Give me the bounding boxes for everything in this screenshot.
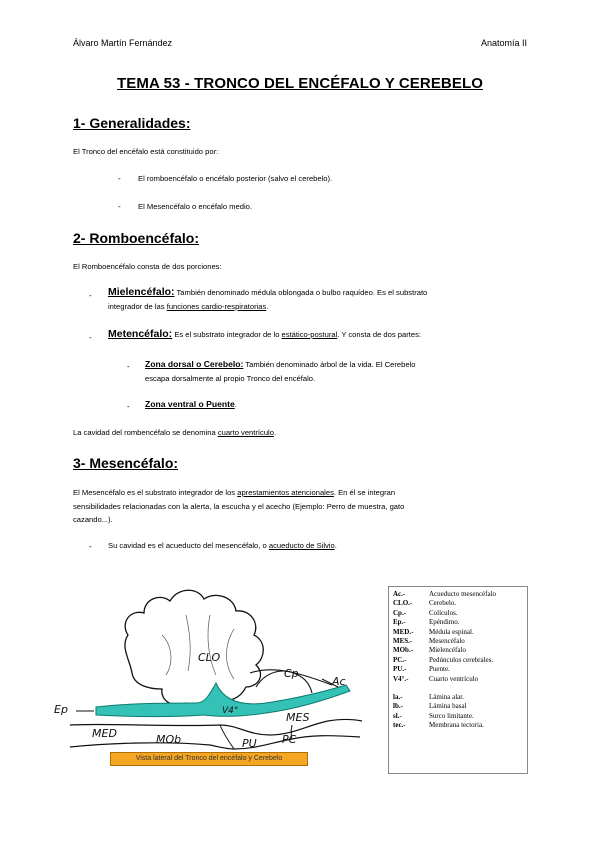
legend-abbrev: MES.- — [393, 637, 413, 646]
section-3-line-2: sensibilidades relacionadas con la alerta, la escucha y el acecho (Ejemplo: Perro de muestra, gato — [73, 502, 405, 511]
legend-row — [393, 646, 527, 655]
mielencefalo-text-1: También denominado médula oblongada o bulbo raquídeo. Es el substrato — [176, 288, 428, 297]
cavity-end: . — [273, 428, 277, 437]
bullet-dash: - — [118, 202, 121, 211]
section-1-intro: El Tronco del encéfalo está constituido por: — [73, 147, 219, 156]
section-1-bullet-2: El Mesencéfalo o encéfalo medio. — [138, 202, 252, 211]
cuarto-ventriculo-link: cuarto ventrículo — [217, 428, 274, 437]
header-course: Anatomía II — [480, 38, 527, 48]
legend-abbrev: PC.- — [393, 655, 407, 664]
mielencefalo-term: Mielencéfalo: — [108, 286, 175, 298]
legend-desc: Cuarto ventrículo — [429, 674, 479, 683]
legend-row — [393, 665, 527, 674]
acueducto-silvio-link: acueducto de Silvio — [268, 541, 335, 550]
cavity-sentence — [73, 426, 276, 439]
legend-abbrev: V4°.- — [393, 674, 409, 683]
metencefalo-item — [108, 328, 421, 341]
section-1-bullet-1: El romboencéfalo o encéfalo posterior (salvo el cerebelo). — [138, 174, 333, 183]
mielencefalo-line-2 — [108, 300, 268, 313]
cerebellum-outline — [125, 590, 263, 709]
legend-desc: Mielencéfalo — [429, 646, 466, 655]
label-cp: Cp — [284, 667, 299, 680]
legend-abbrev: CLO.- — [393, 599, 413, 608]
legend-row — [393, 702, 527, 711]
bullet-dash: - — [89, 333, 92, 342]
label-clo: CLO — [198, 651, 221, 664]
legend-desc: Puente. — [429, 665, 450, 674]
section-2-intro: El Romboencéfalo consta de dos porciones: — [73, 262, 222, 271]
legend-abbrev: sl.- — [393, 711, 402, 720]
section-3-bullet — [108, 539, 337, 552]
legend-row — [393, 637, 527, 646]
mielencefalo-item — [108, 286, 427, 299]
legend-desc: Médula espinal. — [429, 627, 474, 636]
zona-ventral-end: . — [234, 400, 237, 409]
legend-row — [393, 618, 527, 627]
bullet-dash: - — [127, 362, 130, 371]
section-3-line-3: cazando...). — [73, 515, 113, 524]
mielencefalo-end: . — [266, 302, 269, 311]
label-med: MED — [92, 727, 117, 740]
metencefalo-end: . Y consta de dos partes: — [337, 330, 421, 339]
legend-abbrev: PU.- — [393, 665, 407, 674]
metencefalo-text: Es el substrato integrador de lo — [174, 330, 280, 339]
legend-row — [393, 628, 527, 637]
zona-ventral-term: Zona ventral o Puente — [145, 399, 235, 409]
label-mes: MES — [286, 711, 310, 724]
section-1-heading: 1- Generalidades: — [73, 115, 191, 131]
legend-abbrev: Ep.- — [393, 618, 406, 627]
legend-row — [393, 721, 527, 730]
legend-abbrev: Cp.- — [393, 608, 407, 617]
legend-desc: Pedúnculos cerebrales. — [429, 655, 494, 664]
figure-caption: Vista lateral del Tronco del encéfalo y Cerebelo — [110, 752, 308, 766]
legend-desc: Colículos. — [429, 608, 458, 617]
label-pc: PC — [282, 733, 297, 746]
legend-abbrev: tec.- — [393, 721, 406, 730]
legend-desc: Membrana tectoria. — [429, 721, 484, 730]
page-title: TEMA 53 - TRONCO DEL ENCÉFALO Y CEREBELO — [117, 75, 483, 92]
cerebellum-folia — [162, 615, 234, 679]
bullet-dash: - — [89, 291, 92, 300]
legend-row — [393, 609, 527, 618]
zona-dorsal-item — [145, 358, 415, 371]
legend-abbrev: MED.- — [393, 627, 414, 636]
legend-desc: Cerebelo. — [429, 599, 457, 608]
header-author: Álvaro Martín Fernández — [73, 38, 173, 48]
section-3-bullet-end: . — [334, 541, 337, 550]
legend-row — [393, 712, 527, 721]
legend-row — [393, 599, 527, 608]
legend-desc: Lámina basal — [429, 702, 467, 711]
zona-dorsal-text-1: También denominado árbol de la vida. El Cerebelo — [245, 360, 416, 369]
section-3-line-1 — [73, 486, 395, 499]
legend-desc: Epéndimo. — [429, 618, 460, 627]
section-2-heading: 2- Romboencéfalo: — [73, 230, 200, 246]
legend-desc: Lámina alar. — [429, 693, 464, 702]
legend-abbrev: MOb.- — [393, 646, 414, 655]
bullet-dash: - — [118, 174, 121, 183]
label-ep: Ep — [54, 703, 68, 716]
mielencefalo-text-2: integrador de las — [108, 302, 165, 311]
estatico-postural-link: estático-postural — [281, 330, 338, 339]
legend-row — [393, 675, 527, 684]
pons-border — [220, 725, 234, 749]
label-ac: Ac — [332, 675, 346, 688]
bullet-dash: - — [89, 542, 92, 551]
legend-abbrev: la.- — [393, 693, 403, 702]
section-3-text-1a: El Mesencéfalo es el substrato integrador de los — [73, 488, 236, 497]
section-3-bullet-text: Su cavidad es el acueducto del mesencéfalo, o — [108, 541, 267, 550]
legend-abbrev: lb.- — [393, 702, 403, 711]
bullet-dash: - — [127, 402, 130, 411]
section-3-text-1b: . En él se integran — [333, 488, 396, 497]
label-v4: V4° — [222, 706, 239, 716]
metencefalo-term: Metencéfalo: — [108, 328, 173, 340]
label-pu: PU — [242, 737, 257, 750]
brainstem-diagram — [54, 575, 370, 755]
funciones-link: funciones cardio-respiratorias — [166, 302, 267, 311]
cavity-text: La cavidad del rombencéfalo se denomina — [73, 428, 216, 437]
legend-row — [393, 656, 527, 665]
zona-dorsal-text-2: escapa dorsalmente al propio Tronco del encéfalo. — [145, 374, 316, 383]
section-3-heading: 3- Mesencéfalo: — [73, 455, 179, 471]
legend-desc: Surco limitante. — [429, 711, 474, 720]
aprestamientos-link: aprestamientos atencionales — [237, 488, 334, 497]
legend-abbrev: Ac.- — [393, 590, 406, 598]
label-mob: MOb — [156, 733, 182, 746]
figure-legend — [388, 586, 528, 774]
legend-row — [393, 693, 527, 702]
legend-row — [393, 590, 527, 599]
legend-desc: Acueducto mesencéfalo — [429, 590, 497, 598]
zona-dorsal-term: Zona dorsal o Cerebelo: — [145, 359, 244, 369]
legend-desc: Mesencéfalo — [429, 637, 465, 646]
zona-ventral-item — [145, 398, 237, 411]
